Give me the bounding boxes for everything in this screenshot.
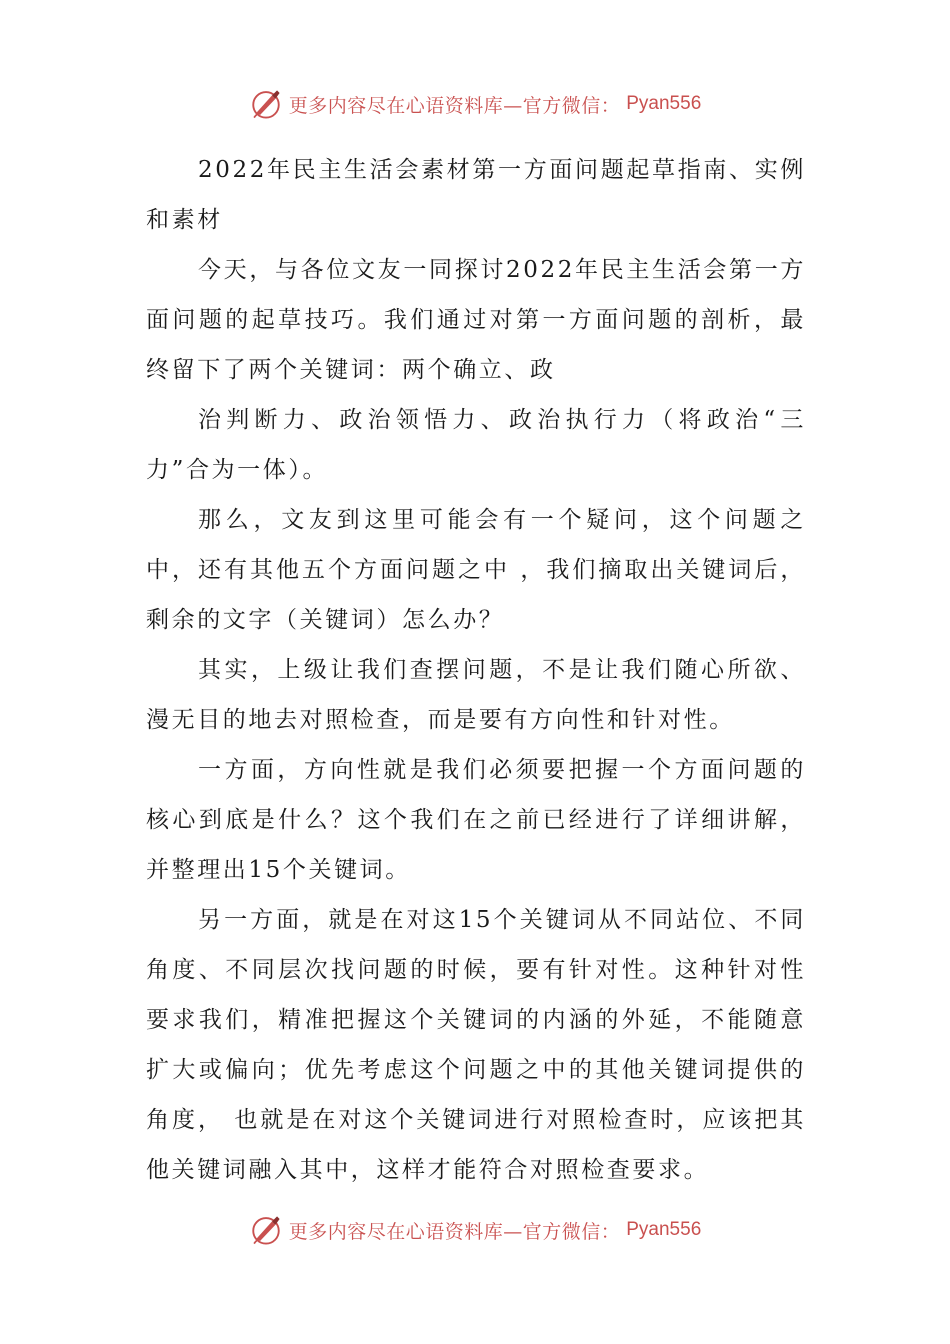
paragraph-3: 那么，文友到这里可能会有一个疑问，这个问题之中，还有其他五个方面问题之中 ，我们摘取出关键词后，剩余的文字（关键词）怎么办？ — [146, 507, 806, 633]
paragraph-2: 治判断力、政治领悟力、政治执行力（将政治“三力”合为一体）。 — [146, 407, 806, 483]
paragraph-6: 另一方面，就是在对这15个关键词从不同站位、不同角度、不同层次找问题的时候，要有针对性。这种针对性要求我们，精准把握这个关键词的内涵的外延，不能随意扩大或偏向；优先考虑这个问题之中的其他关键词提供的角度， 也就是在对这个关键词进行对照检查时，应该把其他关键词融入其中，这样才能符合对照检查要求。 — [146, 907, 806, 1183]
paragraph-4: 其实，上级让我们查摆问题，不是让我们随心所欲、漫无目的地去对照检查，而是要有方向性和针对性。 — [146, 657, 806, 733]
watermark-footer — [0, 1210, 950, 1250]
watermark-wechat-id: Pyan556 — [626, 1219, 702, 1240]
pen-nib-circle-icon — [249, 87, 283, 121]
watermark-text: 更多内容尽在心语资料库—官方微信： — [288, 94, 621, 117]
pen-nib-circle-icon — [249, 1213, 283, 1247]
watermark-wechat-id: Pyan556 — [626, 93, 702, 114]
document-body — [146, 145, 806, 1195]
paragraph-5: 一方面，方向性就是我们必须要把握一个方面问题的核心到底是什么？这个我们在之前已经进行了详细讲解，并整理出15个关键词。 — [146, 757, 806, 883]
watermark-text: 更多内容尽在心语资料库—官方微信： — [288, 1220, 621, 1243]
watermark-header — [0, 84, 950, 124]
document-title: 2022年民主生活会素材第一方面问题起草指南、实例和素材 — [146, 157, 806, 233]
paragraph-1: 今天，与各位文友一同探讨2022年民主生活会第一方面问题的起草技巧。我们通过对第一方面问题的剖析，最终留下了两个关键词：两个确立、政 — [146, 257, 806, 383]
